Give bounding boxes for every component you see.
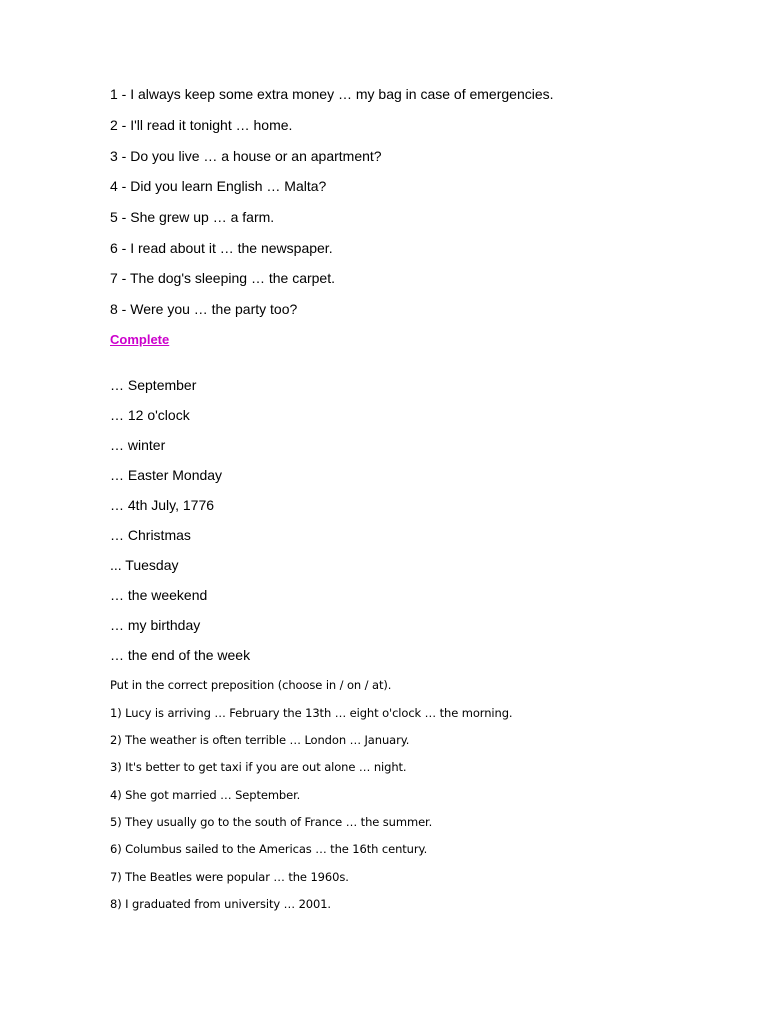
time-expression-10: … the end of the week [110, 647, 251, 663]
sentence-6: 6 - I read about it … the newspaper. [110, 240, 333, 256]
sentence-4: 4 - Did you learn English … Malta? [110, 178, 327, 194]
exercise-sentence-6: 6) Columbus sailed to the Americas … the 16th century. [110, 842, 428, 856]
exercise-sentence-4: 4) She got married … September. [110, 788, 301, 802]
exercise-sentence-3: 3) It's better to get taxi if you are out alone … night. [110, 760, 407, 774]
time-expression-4: … Easter Monday [110, 467, 223, 483]
time-expression-8: … the weekend [110, 587, 208, 603]
time-expression-2: … 12 o'clock [110, 407, 190, 423]
section-3-instruction: Put in the correct preposition (choose in / on / at). [110, 678, 392, 692]
time-expression-6: … Christmas [110, 527, 191, 543]
complete-heading: Complete [110, 332, 170, 347]
exercise-sentence-7: 7) The Beatles were popular … the 1960s. [110, 870, 349, 884]
exercise-sentence-8: 8) I graduated from university … 2001. [110, 897, 331, 911]
time-expression-7: ... Tuesday [110, 557, 179, 573]
sentence-8: 8 - Were you … the party too? [110, 301, 298, 317]
time-expression-3: … winter [110, 437, 166, 453]
time-expression-5: … 4th July, 1776 [110, 497, 215, 513]
time-expression-9: … my birthday [110, 617, 201, 633]
time-expression-1: … September [110, 377, 197, 393]
sentence-1: 1 - I always keep some extra money … my bag in case of emergencies. [110, 86, 554, 102]
sentence-5: 5 - She grew up … a farm. [110, 209, 275, 225]
sentence-3: 3 - Do you live … a house or an apartment? [110, 148, 382, 164]
exercise-sentence-2: 2) The weather is often terrible … London … January. [110, 733, 410, 747]
sentence-2: 2 - I'll read it tonight … home. [110, 117, 293, 133]
exercise-sentence-1: 1) Lucy is arriving … February the 13th … eight o'clock … the morning. [110, 706, 513, 720]
sentence-7: 7 - The dog's sleeping … the carpet. [110, 270, 335, 286]
exercise-sentence-5: 5) They usually go to the south of France … the summer. [110, 815, 433, 829]
